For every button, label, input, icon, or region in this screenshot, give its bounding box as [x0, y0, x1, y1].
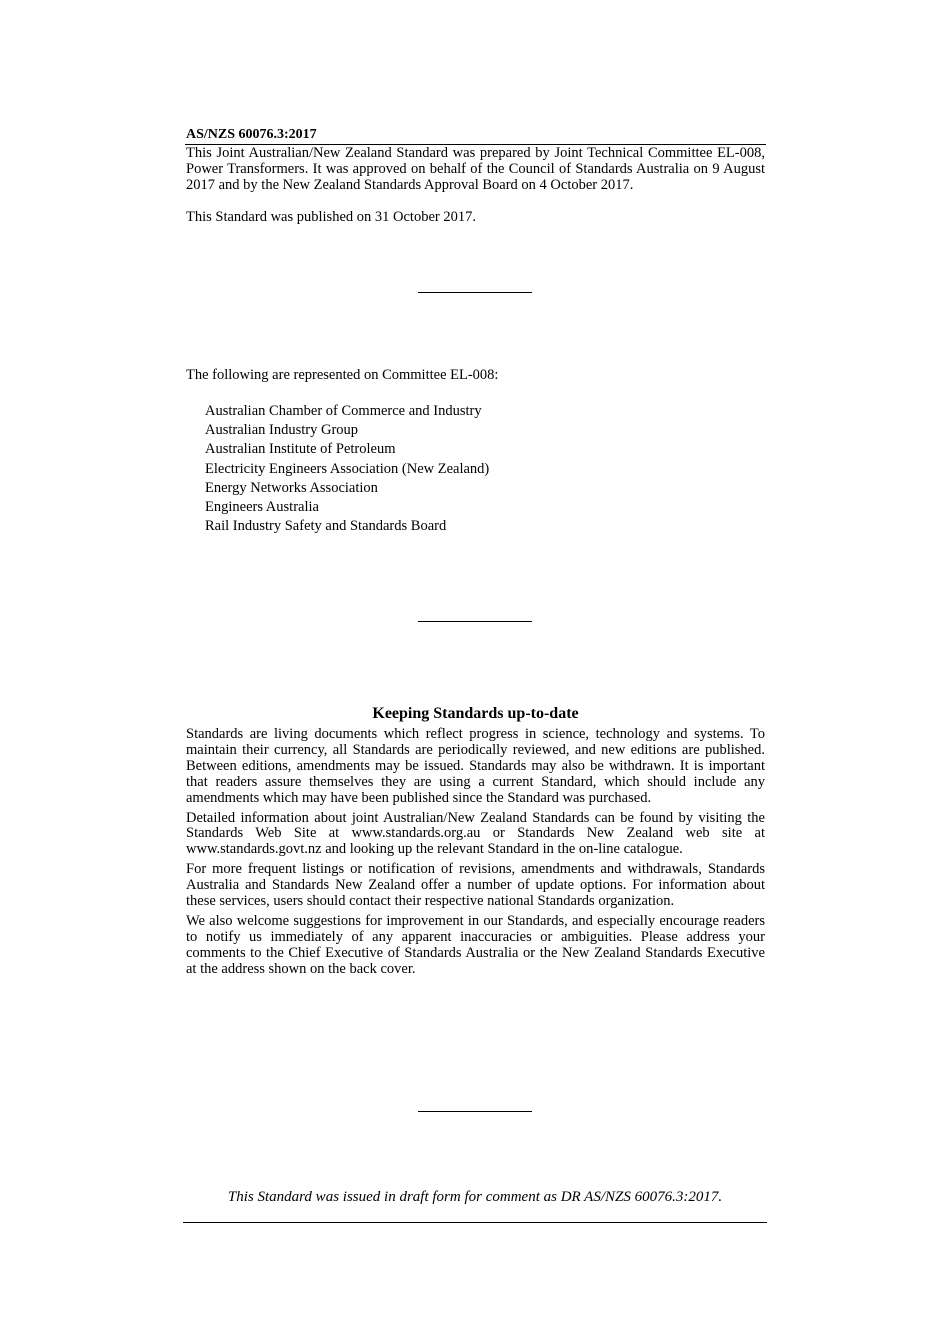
committee-member: Electricity Engineers Association (New Zealand)	[205, 460, 490, 477]
section-divider	[418, 1111, 532, 1112]
committee-intro: The following are represented on Committee EL-008:	[186, 367, 499, 383]
committee-member: Energy Networks Association	[205, 479, 378, 496]
preparation-statement: This Joint Australian/New Zealand Standard was prepared by Joint Technical Committee EL-008, Power Transformers. It was approved on behalf of the Council of Standards Australia on 9 August 2017 and by the New Zealand Standards Approval Board on 4 October 2017.	[186, 145, 765, 193]
keeping-standards-body	[186, 727, 765, 982]
draft-note: This Standard was issued in draft form for comment as DR AS/NZS 60076.3:2017.	[227, 1189, 723, 1205]
committee-member: Engineers Australia	[205, 499, 319, 516]
footer-rule	[183, 1222, 767, 1223]
keeping-standards-paragraph: For more frequent listings or notification of revisions, amendments and withdrawals, Standards Australia and Standards New Zealand offer a number of update options. For information about these services, users should contact their respective national Standards organization.	[186, 861, 765, 910]
standard-identifier: AS/NZS 60076.3:2017	[186, 127, 317, 142]
keeping-standards-paragraph: Detailed information about joint Australian/New Zealand Standards can be found by visiting the Standards Web Site at www.standards.org.au or Standards New Zealand web site at www.standards.govt.nz and looking up the relevant Standard in the on-line catalogue.	[186, 809, 765, 858]
publication-date-statement: This Standard was published on 31 October 2017.	[186, 209, 476, 225]
committee-member: Australian Institute of Petroleum	[205, 441, 396, 458]
committee-member: Rail Industry Safety and Standards Board	[205, 518, 447, 535]
committee-member-list	[205, 402, 489, 536]
committee-member: Australian Industry Group	[205, 422, 359, 439]
keeping-standards-paragraph: We also welcome suggestions for improvement in our Standards, and especially encourage readers to notify us immediately of any apparent inaccuracies or ambiguities. Please address your comments to the Chief Executive of Standards Australia or the New Zealand Standards Executive at the address shown on the back cover.	[186, 912, 765, 977]
section-divider	[418, 292, 532, 293]
section-divider	[418, 621, 532, 622]
keeping-standards-paragraph: Standards are living documents which reflect progress in science, technology and systems. To maintain their currency, all Standards are periodically reviewed, and new editions are published. Between editions, amendments may be issued. Standards may also be withdrawn. It is important that readers assure themselves they are using a current Standard, which should include any amendments which may have been published since the Standard was purchased.	[186, 726, 765, 806]
committee-member: Australian Chamber of Commerce and Industry	[205, 403, 482, 419]
keeping-standards-heading: Keeping Standards up-to-date	[372, 705, 579, 722]
